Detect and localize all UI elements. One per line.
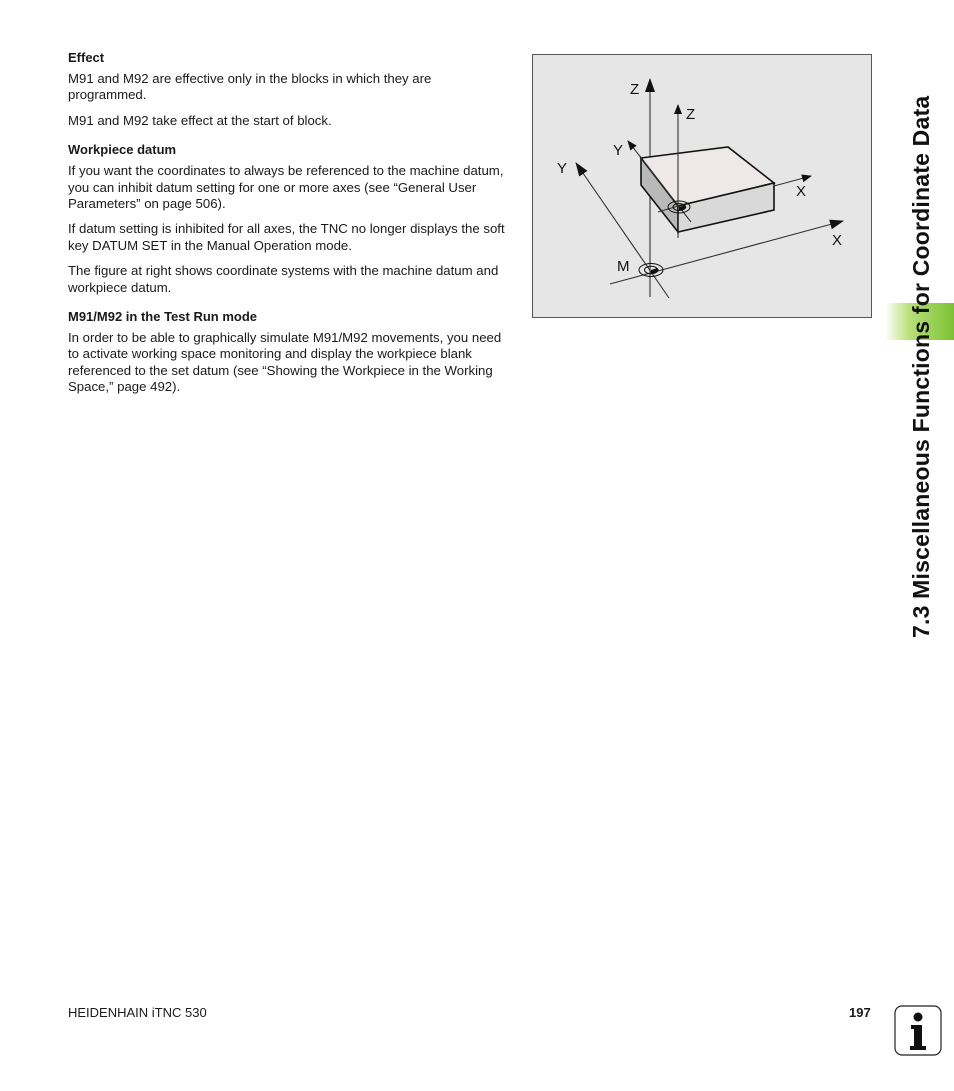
machine-datum-symbol [639,264,663,277]
paragraph: M91 and M92 are effective only in the blocks in which they are programmed. [68,71,432,103]
info-icon [894,1005,942,1056]
svg-text:Y: Y [557,160,568,177]
svg-text:Z: Z [686,106,696,123]
coordinate-systems-figure [532,54,872,318]
manual-name: HEIDENHAIN iTNC 530 [68,1005,207,1020]
svg-text:M: M [617,258,630,275]
section-heading: Workpiece datum [68,142,177,158]
chapter-title: 7.3 Miscellaneous Functions for Coordinate Data [908,95,934,638]
svg-text:Z: Z [630,81,640,98]
paragraph: M91 and M92 take effect at the start of block. [68,112,332,128]
paragraph: The figure at right shows coordinate systems with the machine datum and workpiece datum. [68,263,499,295]
machine-x-axis [610,221,843,284]
paragraph: If datum setting is inhibited for all axes, the TNC no longer displays the soft key DATUM SET in the Manual Operation mode. [68,221,505,253]
svg-text:X: X [796,183,807,200]
section-test-run-mode [68,309,513,396]
section-heading: Effect [68,50,105,65]
section-effect [68,50,513,129]
svg-text:X: X [832,232,843,249]
page-number: 197 [849,1005,871,1020]
main-text-column [68,50,513,409]
datum-diagram [533,55,873,319]
paragraph: If you want the coordinates to always be referenced to the machine datum, you can inhibit datum setting for one or more axes (see “General User Parameters” on page 506). [68,163,504,212]
section-workpiece-datum [68,142,513,296]
paragraph: In order to be able to graphically simulate M91/M92 movements, you need to activate working space monitoring and display the workpiece blank referenced to the set datum (see “Showing the Workpiece in the Working Space,” page 492). [68,330,502,395]
section-heading: M91/M92 in the Test Run mode [68,309,258,325]
svg-text:Y: Y [613,142,624,159]
